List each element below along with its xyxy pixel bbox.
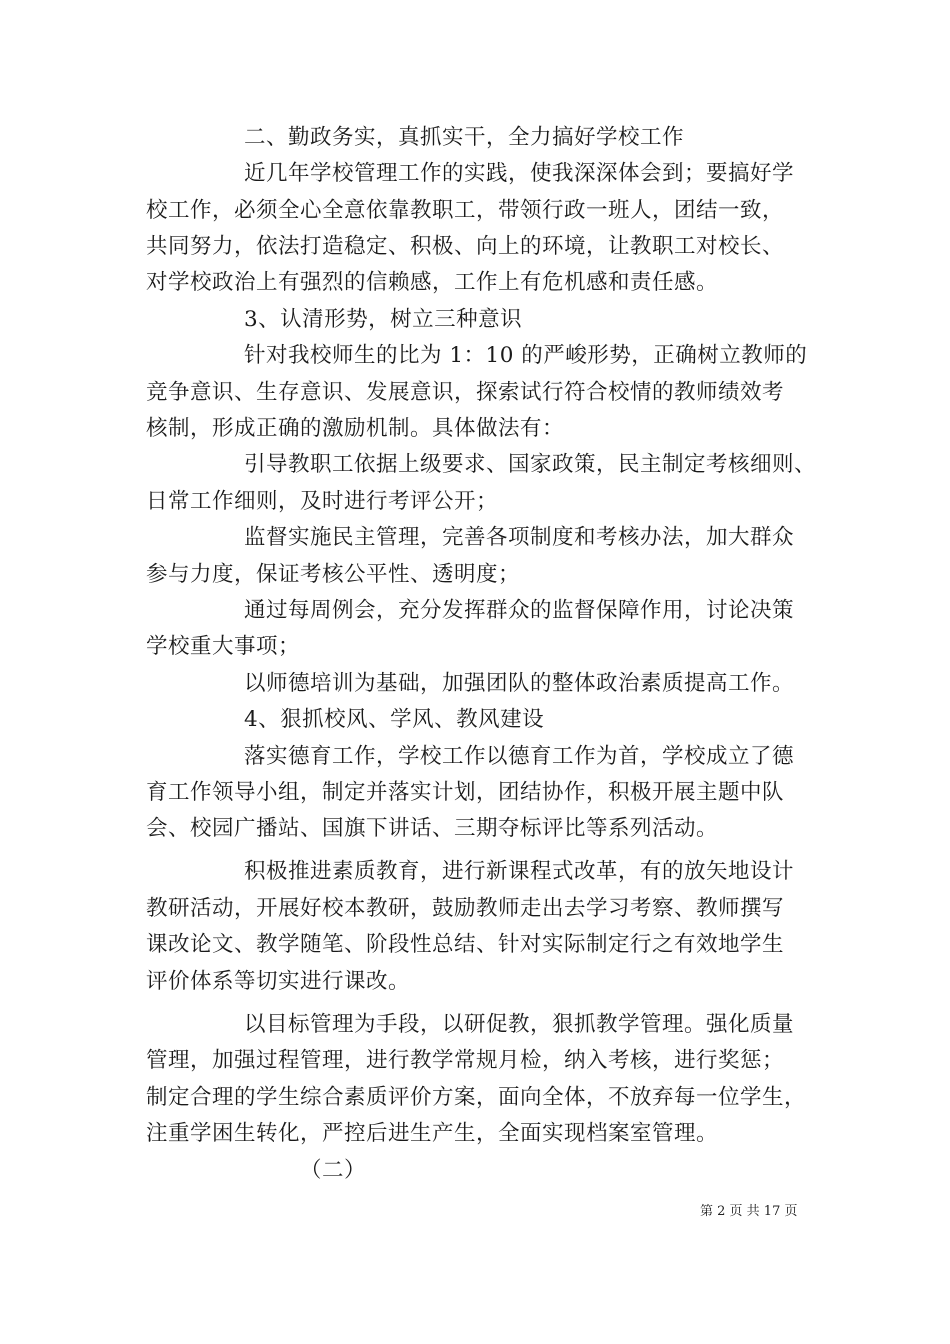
subsection-marker: （二） bbox=[300, 1158, 367, 1183]
paragraph-line: 校工作，必须全心全意依靠教职工，带领行政一班人，团结一致， bbox=[146, 198, 785, 223]
section-heading: 3、认清形势，树立三种意识 bbox=[244, 307, 523, 332]
paragraph-line: 参与力度，保证考核公平性、透明度； bbox=[146, 562, 521, 587]
paragraph-line: 育工作领导小组，制定并落实计划，团结协作，积极开展主题中队 bbox=[146, 780, 785, 805]
page-number: 第 2 页 共 17 页 bbox=[700, 1204, 798, 1219]
section-heading: 4、狠抓校风、学风、教风建设 bbox=[244, 707, 545, 732]
paragraph-line: 学校重大事项； bbox=[146, 634, 301, 659]
paragraph-line: 评价体系等切实进行课改。 bbox=[146, 969, 411, 994]
paragraph-line: 会、校园广播站、国旗下讲话、三期夺标评比等系列活动。 bbox=[146, 816, 719, 841]
paragraph-line: 近几年学校管理工作的实践，使我深深体会到；要搞好学 bbox=[244, 161, 795, 186]
paragraph-line: 共同努力，依法打造稳定、积极、向上的环境，让教职工对校长、 bbox=[146, 234, 785, 259]
paragraph-line: 通过每周例会，充分发挥群众的监督保障作用，讨论决策 bbox=[244, 598, 795, 623]
paragraph-line: 教研活动，开展好校本教研，鼓励教师走出去学习考察、教师撰写 bbox=[146, 896, 785, 921]
paragraph-line: 对学校政治上有强烈的信赖感，工作上有危机感和责任感。 bbox=[146, 270, 719, 295]
paragraph-line: 课改论文、教学随笔、阶段性总结、针对实际制定行之有效地学生 bbox=[146, 932, 785, 957]
paragraph-line: 竞争意识、生存意识、发展意识，探索试行符合校情的教师绩效考 bbox=[146, 380, 785, 405]
paragraph-line: 监督实施民主管理，完善各项制度和考核办法，加大群众 bbox=[244, 525, 795, 550]
paragraph-line: 落实德育工作，学校工作以德育工作为首，学校成立了德 bbox=[244, 744, 795, 769]
paragraph-line: 注重学困生转化，严控后进生产生，全面实现档案室管理。 bbox=[146, 1121, 719, 1146]
paragraph-line: 以师德培训为基础，加强团队的整体政治素质提高工作。 bbox=[244, 671, 795, 696]
paragraph-line: 积极推进素质教育，进行新课程式改革，有的放矢地设计 bbox=[244, 859, 795, 884]
paragraph-line: 日常工作细则，及时进行考评公开； bbox=[146, 489, 499, 514]
paragraph-line: 以目标管理为手段，以研促教，狠抓教学管理。强化质量 bbox=[244, 1012, 795, 1037]
paragraph-line: 针对我校师生的比为 1：10 的严峻形势，正确树立教师的 bbox=[244, 343, 808, 368]
paragraph-line: 引导教职工依据上级要求、国家政策，民主制定考核细则、 bbox=[244, 452, 817, 477]
paragraph-line: 制定合理的学生综合素质评价方案，面向全体，不放弃每一位学生， bbox=[146, 1085, 807, 1110]
paragraph-line: 核制，形成正确的激励机制。具体做法有： bbox=[146, 416, 565, 441]
paragraph-line: 管理，加强过程管理，进行教学常规月检，纳入考核，进行奖惩； bbox=[146, 1048, 785, 1073]
section-heading: 二、勤政务实，真抓实干，全力搞好学校工作 bbox=[244, 125, 685, 150]
